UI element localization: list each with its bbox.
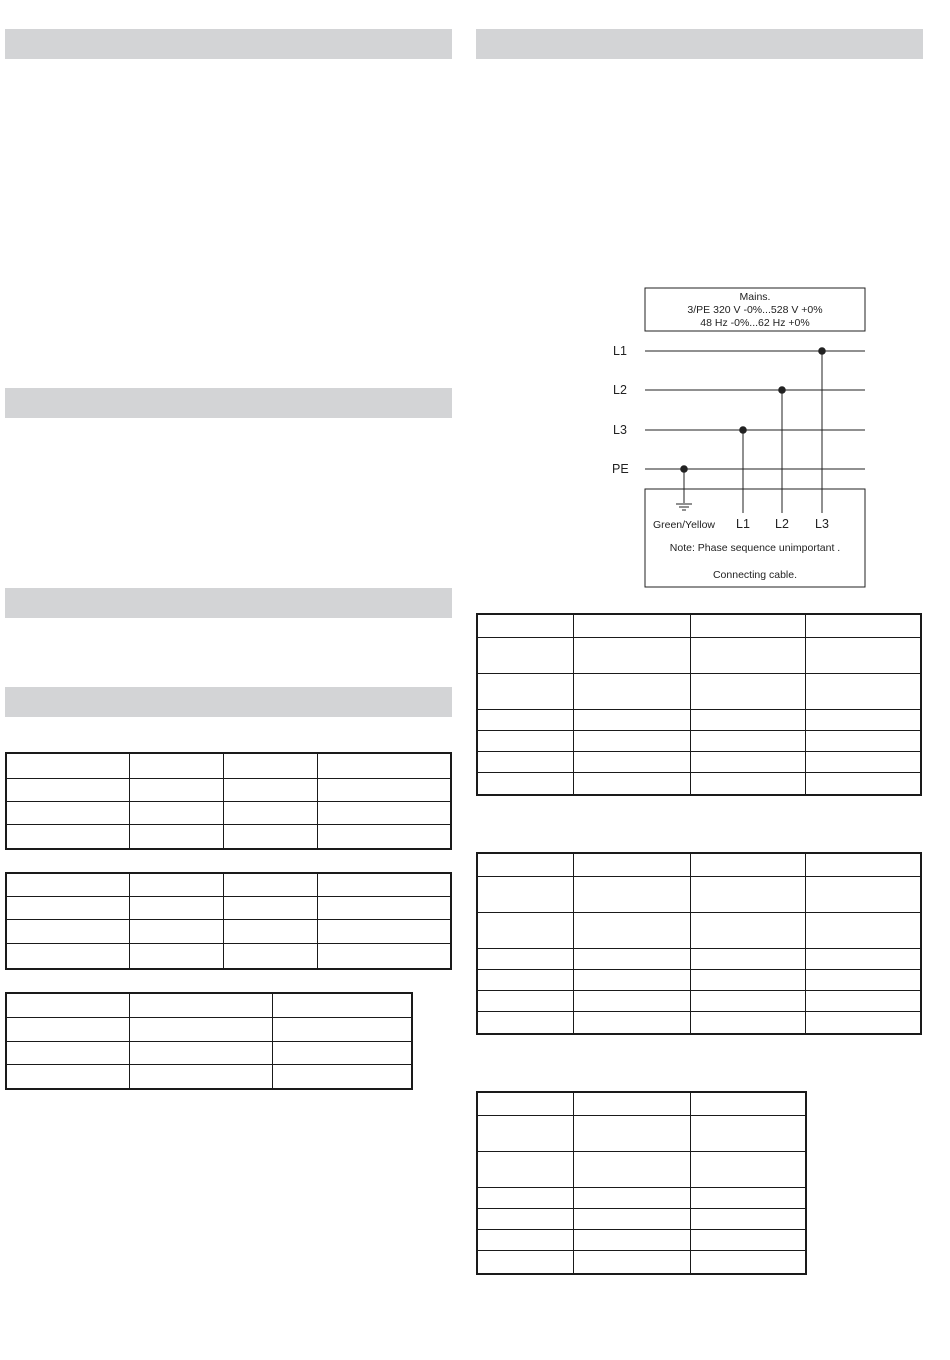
line-label-l3: L3	[613, 423, 627, 437]
terminal-label-l2: L2	[775, 517, 789, 531]
terminal-label-l1: L1	[736, 517, 750, 531]
phase-sequence-note: Note: Phase sequence unimportant .	[669, 542, 841, 554]
line-label-l2: L2	[613, 383, 627, 397]
spec-table-right-1	[476, 613, 922, 796]
junction-dot-pe	[680, 465, 688, 473]
spec-table-left-2	[5, 872, 452, 970]
terminal-label-l3: L3	[815, 517, 829, 531]
spec-table-left-1	[5, 752, 452, 850]
mains-voltage: 3/PE 320 V -0%...528 V +0%	[687, 304, 823, 316]
mains-connection-diagram	[600, 280, 880, 600]
junction-dot-l2	[778, 386, 786, 394]
section-header-band-1	[5, 29, 452, 59]
section-header-band-right	[476, 29, 923, 59]
junction-dot-l3	[739, 426, 747, 434]
ground-wire-label: Green/Yellow	[652, 519, 716, 531]
section-header-band-2	[5, 388, 452, 418]
spec-table-right-3	[476, 1091, 807, 1275]
spec-table-right-2	[476, 852, 922, 1035]
mains-frequency: 48 Hz -0%...62 Hz +0%	[700, 317, 810, 329]
line-label-pe: PE	[612, 462, 629, 476]
line-label-l1: L1	[613, 344, 627, 358]
section-header-band-4	[5, 687, 452, 717]
section-header-band-3	[5, 588, 452, 618]
spec-table-left-3	[5, 992, 413, 1090]
connecting-cable-label: Connecting cable.	[712, 569, 798, 581]
mains-title: Mains.	[739, 291, 771, 303]
junction-dot-l1	[818, 347, 826, 355]
